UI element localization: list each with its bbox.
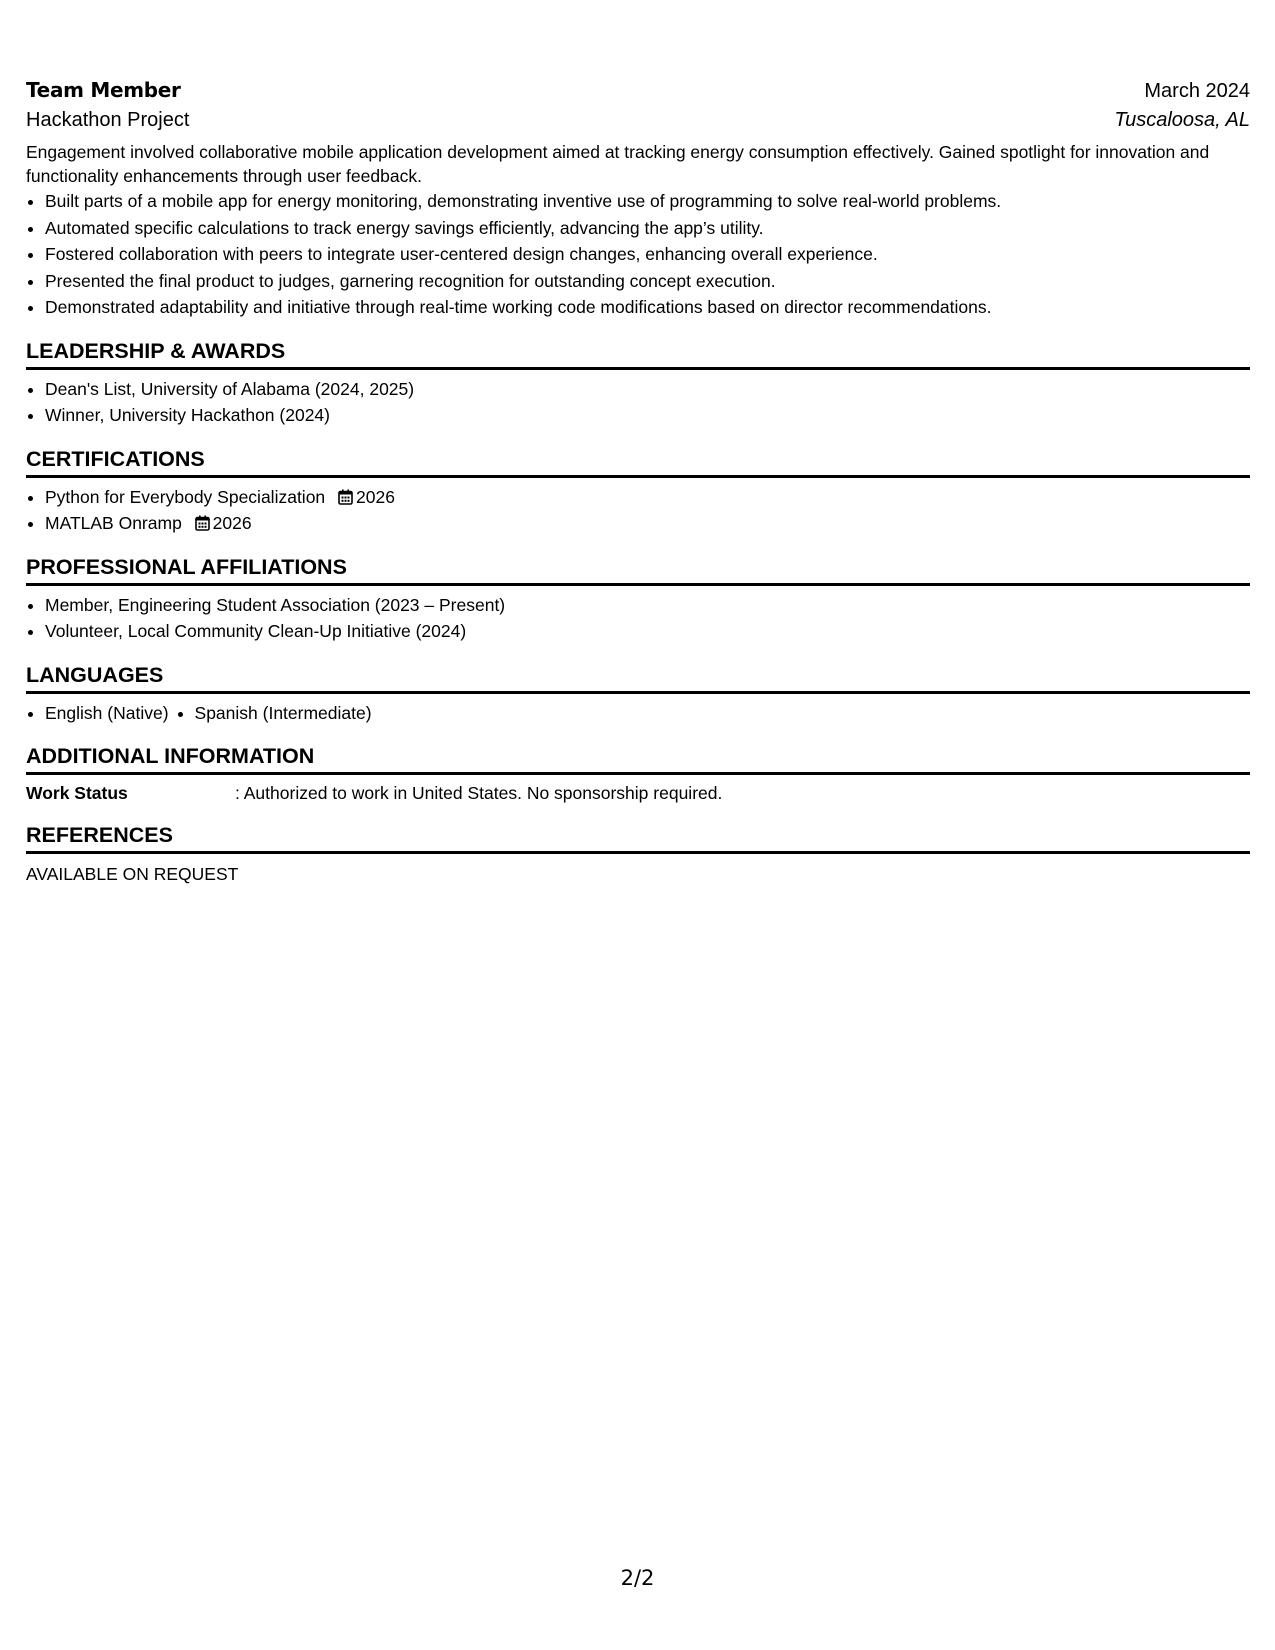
list-item: • Automated specific calculations to track energy savings efficiently, advancing the app’s utility.: [45, 215, 1250, 242]
section-title: LANGUAGES: [26, 661, 1250, 694]
section-title: ADDITIONAL INFORMATION: [26, 742, 1250, 775]
list-item: • Volunteer, Local Community Clean-Up Initiative (2024): [45, 618, 1250, 645]
resume-page: [26, 0, 1250, 886]
experience-summary: Engagement involved collaborative mobile application development aimed at tracking energy consumption effectively. Gained spotlight for innovation and functionality enhancements through user feedback.: [26, 142, 1210, 186]
affiliations-list: [26, 592, 1250, 645]
job-date: March 2024: [1144, 80, 1250, 102]
languages-section: [26, 661, 1250, 727]
leadership-list: [26, 376, 1250, 429]
list-item: • Dean's List, University of Alabama (2024, 2025): [45, 376, 1250, 403]
job-location: Tuscaloosa, AL: [1114, 109, 1250, 131]
page-number: 2/2: [620, 1566, 655, 1590]
leadership-section: [26, 337, 1250, 429]
list-item: • Winner, University Hackathon (2024): [45, 402, 1250, 429]
list-item: • Fostered collaboration with peers to integrate user-centered design changes, enhancing overall experience.: [45, 241, 1250, 268]
certification-name: Python for Everybody Specialization: [45, 486, 326, 507]
section-title: CERTIFICATIONS: [26, 445, 1250, 478]
section-title: PROFESSIONAL AFFILIATIONS: [26, 553, 1250, 586]
certification-year: 2026: [212, 513, 252, 533]
experience-subheader: [26, 109, 1250, 132]
list-item: • Built parts of a mobile app for energy monitoring, demonstrating inventive use of programming to solve real-world problems.: [45, 188, 1250, 215]
list-item: • Demonstrated adaptability and initiative through real-time working code modifications based on director recommendations.: [45, 294, 1250, 321]
job-organization: Hackathon Project: [26, 109, 190, 131]
certifications-section: [26, 445, 1250, 537]
work-status-row: [26, 781, 1250, 805]
references-section: [26, 821, 1250, 886]
list-item: • English (Native): [45, 700, 169, 727]
experience-header: [26, 78, 1250, 103]
list-item: [45, 510, 1250, 537]
work-status-value: : Authorized to work in United States. No sponsorship required.: [235, 783, 723, 803]
references-text: AVAILABLE ON REQUEST: [26, 864, 239, 884]
section-title: LEADERSHIP & AWARDS: [26, 337, 1250, 370]
list-item: • Presented the final product to judges, garnering recognition for outstanding concept execution.: [45, 268, 1250, 295]
list-item: [45, 484, 1250, 511]
certifications-list: [26, 484, 1250, 537]
additional-section: [26, 742, 1250, 805]
list-item: • Spanish (Intermediate): [195, 700, 372, 727]
certification-name: MATLAB Onramp: [45, 513, 182, 533]
experience-bullets: [26, 188, 1250, 321]
affiliations-section: [26, 553, 1250, 645]
calendar-icon: [338, 489, 353, 505]
certification-year: 2026: [356, 486, 395, 507]
work-status-label: Work Status: [26, 783, 128, 803]
calendar-icon: [195, 515, 210, 531]
section-title: REFERENCES: [26, 821, 1250, 854]
list-item: • Member, Engineering Student Association (2023 – Present): [45, 592, 1250, 619]
languages-list: [26, 700, 1250, 727]
job-title: Team Member: [26, 78, 181, 102]
